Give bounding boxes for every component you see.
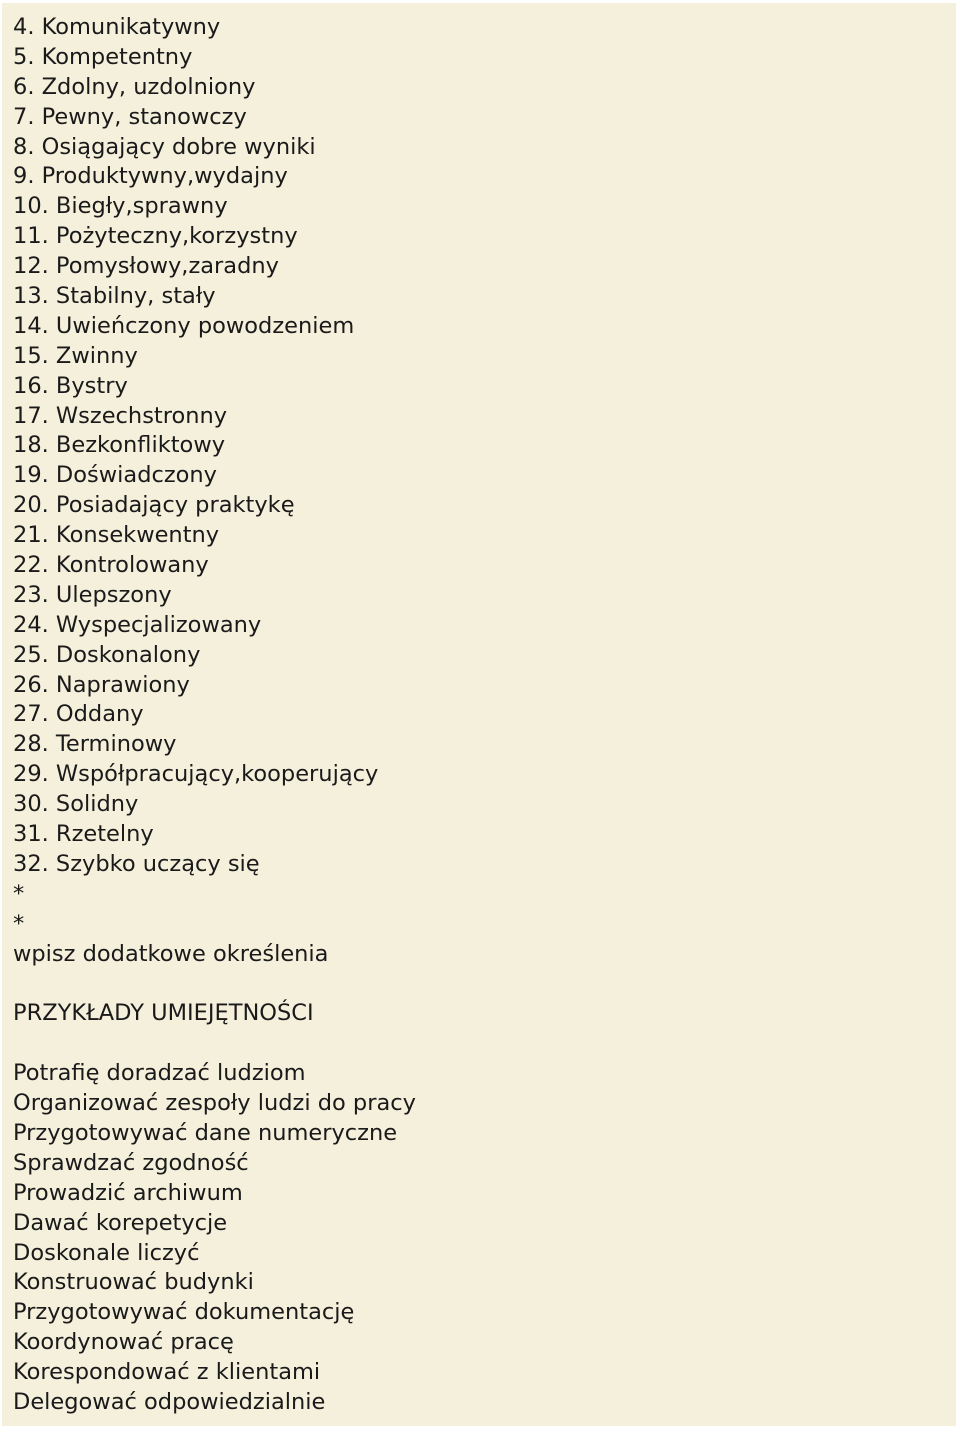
extra-marker: * [13,880,25,907]
list-item: 15. Zwinny [13,342,138,369]
list-item: Dawać korepetycje [13,1209,228,1236]
list-item: 32. Szybko uczący się [13,850,260,877]
list-item: 27. Oddany [13,701,144,728]
list-item: 8. Osiągający dobre wyniki [13,133,316,160]
document-content [13,13,416,1418]
list-item: 17. Wszechstronny [13,402,228,429]
list-item: Potrafię doradzać ludziom [13,1060,306,1087]
extra-prompt: wpisz dodatkowe określenia [13,940,329,967]
qualities-list [13,13,416,880]
list-item: 4. Komunikatywny [13,14,221,40]
list-item: 25. Doskonalony [13,641,201,668]
list-item: Delegować odpowiedzialnie [13,1388,326,1415]
list-item: 31. Rzetelny [13,821,154,848]
list-item: 24. Wyspecjalizowany [13,611,262,638]
list-item: 30. Solidny [13,791,139,818]
list-item: 5. Kompetentny [13,43,193,70]
list-item: 13. Stabilny, stały [13,283,216,310]
list-item: 29. Współpracujący,kooperujący [13,761,379,788]
list-item: 22. Kontrolowany [13,552,209,579]
list-item: Przygotowywać dokumentację [13,1299,355,1326]
list-item: Sprawdzać zgodność [13,1149,249,1176]
list-item: Koordynować pracę [13,1329,234,1356]
skills-heading: PRZYKŁADY UMIEJĘTNOŚCI [13,1000,314,1027]
extra-marker: * [13,910,25,937]
list-item: Korespondować z klientami [13,1359,321,1386]
list-item: 28. Terminowy [13,731,177,758]
list-item: 23. Ulepszony [13,581,172,608]
list-item: 10. Biegły,sprawny [13,193,228,220]
list-item: Konstruować budynki [13,1269,254,1296]
list-item: 21. Konsekwentny [13,522,220,549]
list-item: 14. Uwieńczony powodzeniem [13,312,355,339]
list-item: 20. Posiadający praktykę [13,492,295,519]
list-item: 6. Zdolny, uzdolniony [13,73,256,100]
list-item: 16. Bystry [13,372,128,399]
list-item: 26. Naprawiony [13,671,190,698]
list-item: Prowadzić archiwum [13,1179,243,1206]
list-item: Doskonale liczyć [13,1239,200,1266]
list-item: 19. Doświadczony [13,462,217,489]
spacer [13,970,416,1000]
list-item: 12. Pomysłowy,zaradny [13,253,279,280]
list-item: 18. Bezkonfliktowy [13,432,226,459]
list-item: 7. Pewny, stanowczy [13,103,247,130]
list-item: Przygotowywać dane numeryczne [13,1119,398,1146]
spacer [13,1029,416,1059]
list-item: 11. Pożyteczny,korzystny [13,223,298,250]
list-item: Organizować zespoły ludzi do pracy [13,1090,416,1117]
skills-list [13,1059,416,1418]
list-item: 9. Produktywny,wydajny [13,163,288,190]
document-page [2,3,956,1426]
